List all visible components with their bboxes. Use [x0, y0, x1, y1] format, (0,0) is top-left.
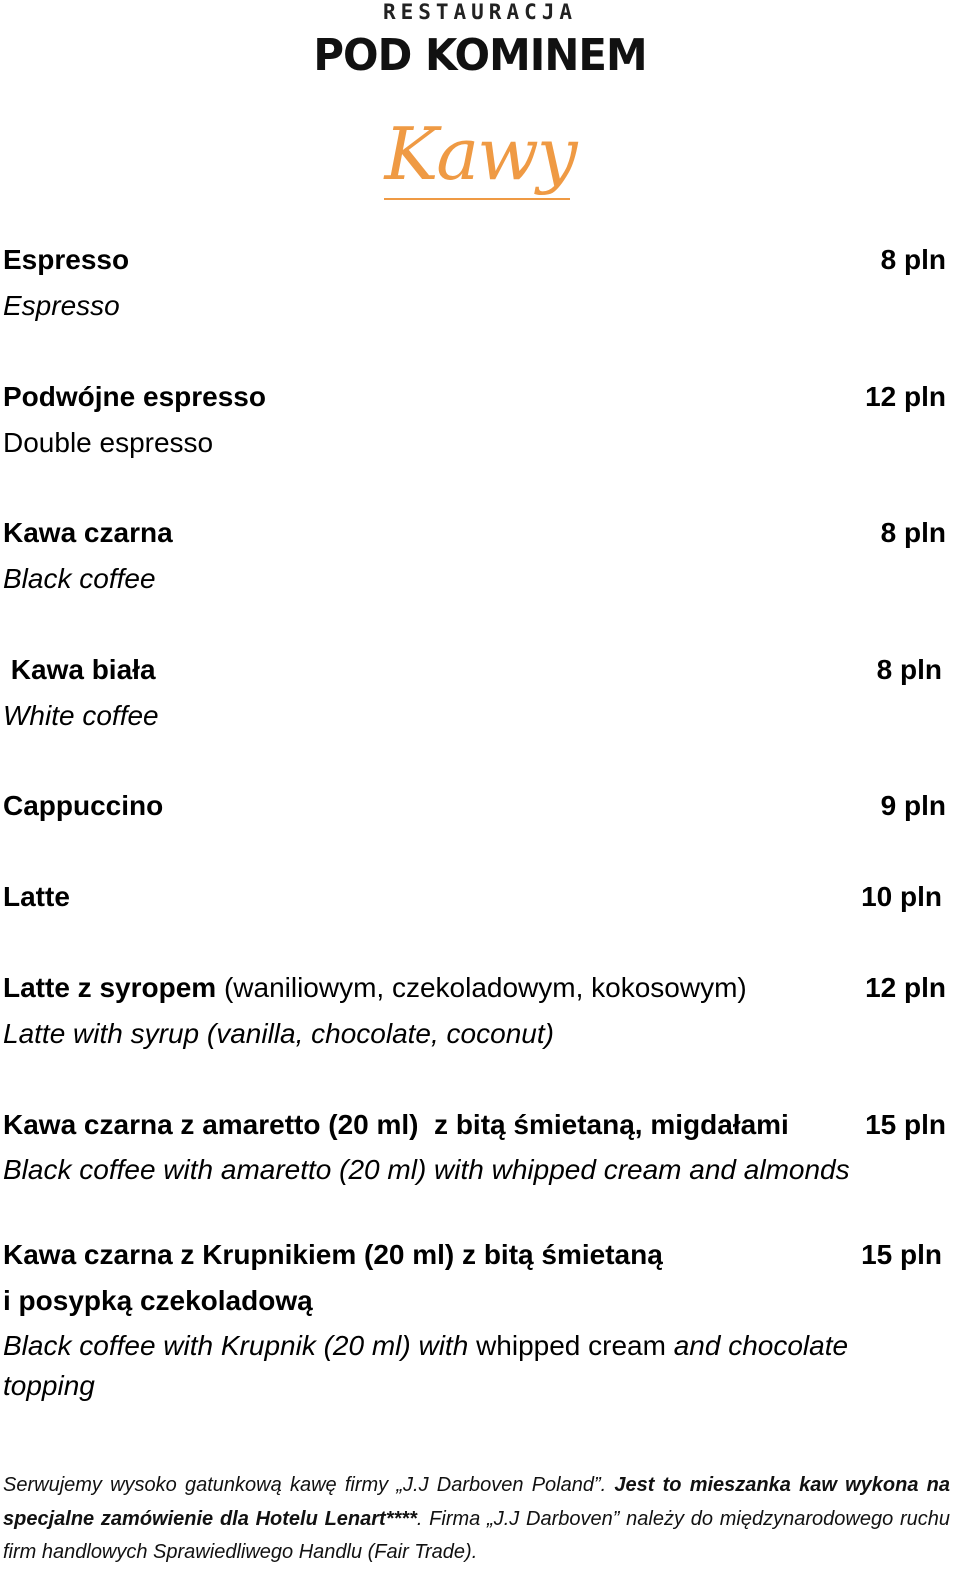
menu-item-name-extra: (waniliowym, czekoladowym, kokosowym)	[216, 972, 747, 1003]
menu-item-price: 10 pln	[861, 881, 942, 912]
restaurant-logo: POD KOMINEM	[313, 30, 647, 81]
menu-item-translation: Black coffee with Krupnik (20 ml) with	[3, 1330, 477, 1361]
section-title: Kawy	[384, 112, 576, 196]
footer-text-1: Serwujemy wysoko gatunkową kawę firmy „J.J Darboven Poland”.	[3, 1474, 615, 1496]
restaurant-label: RESTAURACJA	[382, 0, 578, 24]
menu-item-price: 15 pln	[861, 1239, 942, 1270]
menu-item-translation: Double espresso	[3, 427, 214, 458]
footer-note	[3, 1469, 950, 1570]
menu-item-translation: Latte with syrup (vanilla, chocolate, coconut)	[3, 1018, 554, 1049]
menu-item-price: 8 pln	[880, 244, 946, 275]
menu-item-translation-row	[3, 1330, 848, 1362]
menu-item-price: 8 pln	[876, 654, 942, 685]
menu-item-price: 12 pln	[865, 972, 946, 1003]
menu-item-price: 9 pln	[880, 790, 946, 821]
footer-text-bold: Jest to mieszanka kaw wykona na specjalne zamówienie dla Hotelu Lenart****	[3, 1474, 950, 1530]
menu-item-name: Podwójne espresso	[3, 381, 266, 412]
menu-item-name: Latte	[3, 881, 70, 912]
menu-item-name: Kawa czarna z amaretto (20 ml) z bitą śmietaną, migdałami	[3, 1109, 789, 1140]
menu-item-name: Espresso	[3, 244, 130, 275]
menu-item-translation: Espresso	[3, 290, 120, 321]
menu-item-price: 12 pln	[865, 381, 946, 412]
menu-item-name: Latte z syropem	[3, 972, 217, 1003]
menu-item-price: 8 pln	[880, 517, 946, 548]
menu-item-name-continued: i posypką czekoladową	[3, 1285, 313, 1316]
menu-item-name: Kawa czarna	[3, 517, 173, 548]
menu-item-translation: White coffee	[3, 700, 159, 731]
menu-item-name: Kawa biała	[3, 654, 156, 685]
menu-item-translation: Black coffee with amaretto (20 ml) with whipped cream and almonds	[3, 1154, 850, 1185]
section-title-underline	[384, 198, 570, 200]
menu-item-price: 15 pln	[865, 1109, 946, 1140]
menu-item-name: Kawa czarna z Krupnikiem (20 ml) z bitą śmietaną	[3, 1239, 663, 1270]
menu-item-translation-continued: topping	[3, 1370, 95, 1401]
menu-item-translation-upright: whipped cream	[476, 1330, 666, 1361]
footer-text-2: . Firma „J.J Darboven” należy do międzynarodowego ruchu firm handlowych Sprawiedliwego Handlu (Fair Trade).	[3, 1507, 950, 1563]
menu-item-translation: Black coffee	[3, 563, 156, 594]
menu-item-name-row	[3, 972, 747, 1004]
menu-item-name: Cappuccino	[3, 790, 164, 821]
menu-item-translation-end: and chocolate	[665, 1330, 849, 1361]
